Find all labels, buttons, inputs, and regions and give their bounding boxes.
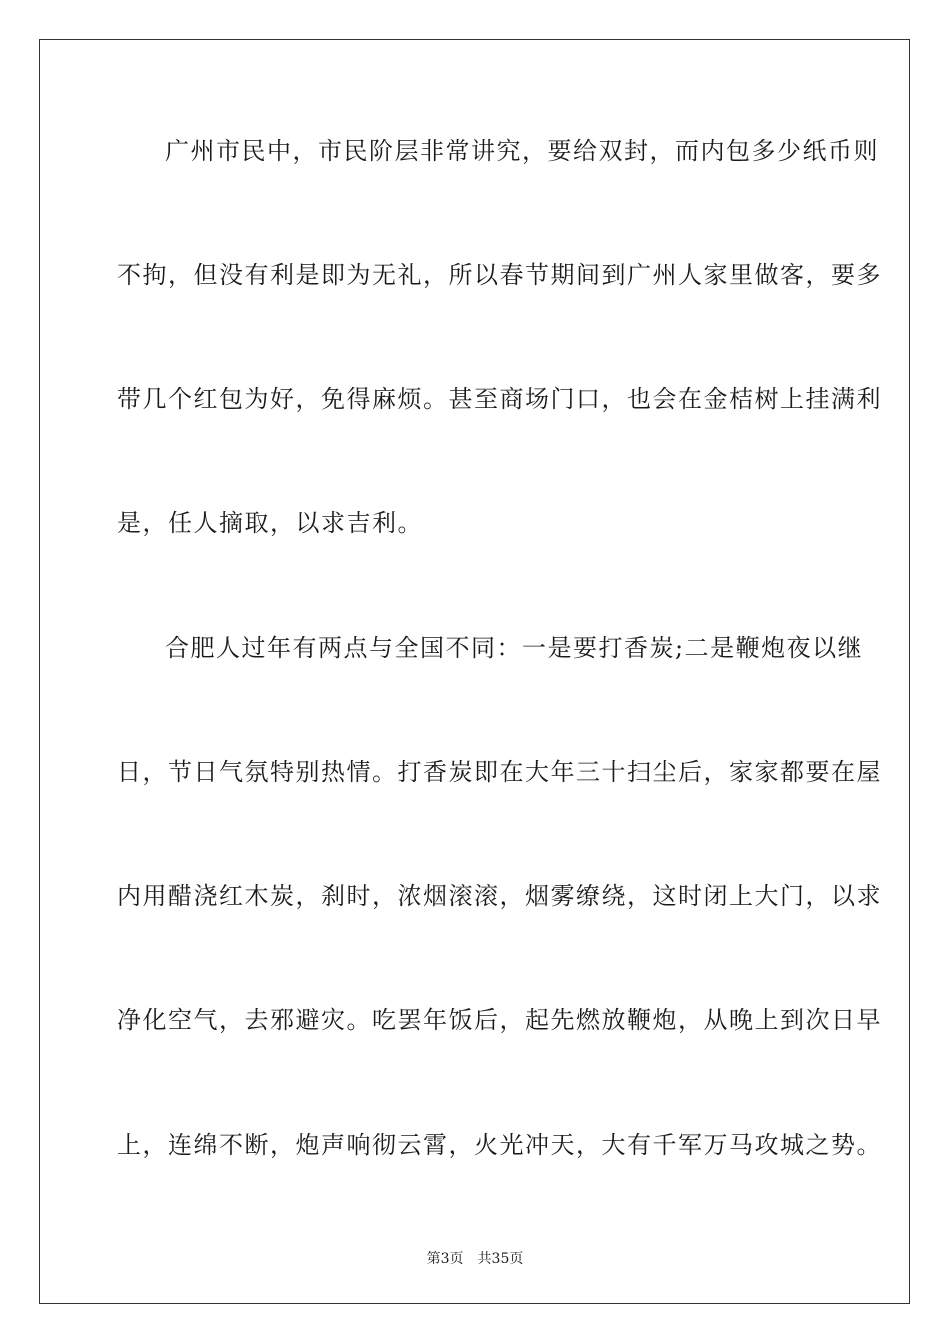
- page-border: [39, 39, 910, 1304]
- page-footer: [0, 1248, 950, 1268]
- text-line: 不拘，但没有利是即为无礼，所以春节期间到广州人家里做客，要多: [117, 261, 882, 289]
- page-number: 第3页: [426, 1251, 464, 1267]
- text-line: 内用醋浇红木炭，刹时，浓烟滚滚，烟雾缭绕，这时闭上大门，以求: [117, 882, 882, 910]
- text-line: 带几个红包为好，免得麻烦。甚至商场门口，也会在金桔树上挂满利: [117, 385, 882, 413]
- page-total: 共35页: [477, 1251, 524, 1267]
- text-line: 合肥人过年有两点与全国不同：一是要打香炭;二是鞭炮夜以继: [165, 634, 864, 662]
- text-line: 日，节日气氛特别热情。打香炭即在大年三十扫尘后，家家都要在屋: [117, 758, 882, 786]
- text-line: 广州市民中，市民阶层非常讲究，要给双封，而内包多少纸币则: [165, 137, 879, 165]
- text-line: 上，连绵不断，炮声响彻云霄，火光冲天，大有千军万马攻城之势。: [117, 1131, 882, 1159]
- text-line: 是，任人摘取，以求吉利。: [117, 509, 423, 537]
- text-line: 净化空气，去邪避灾。吃罢年饭后，起先燃放鞭炮，从晚上到次日早: [117, 1006, 882, 1034]
